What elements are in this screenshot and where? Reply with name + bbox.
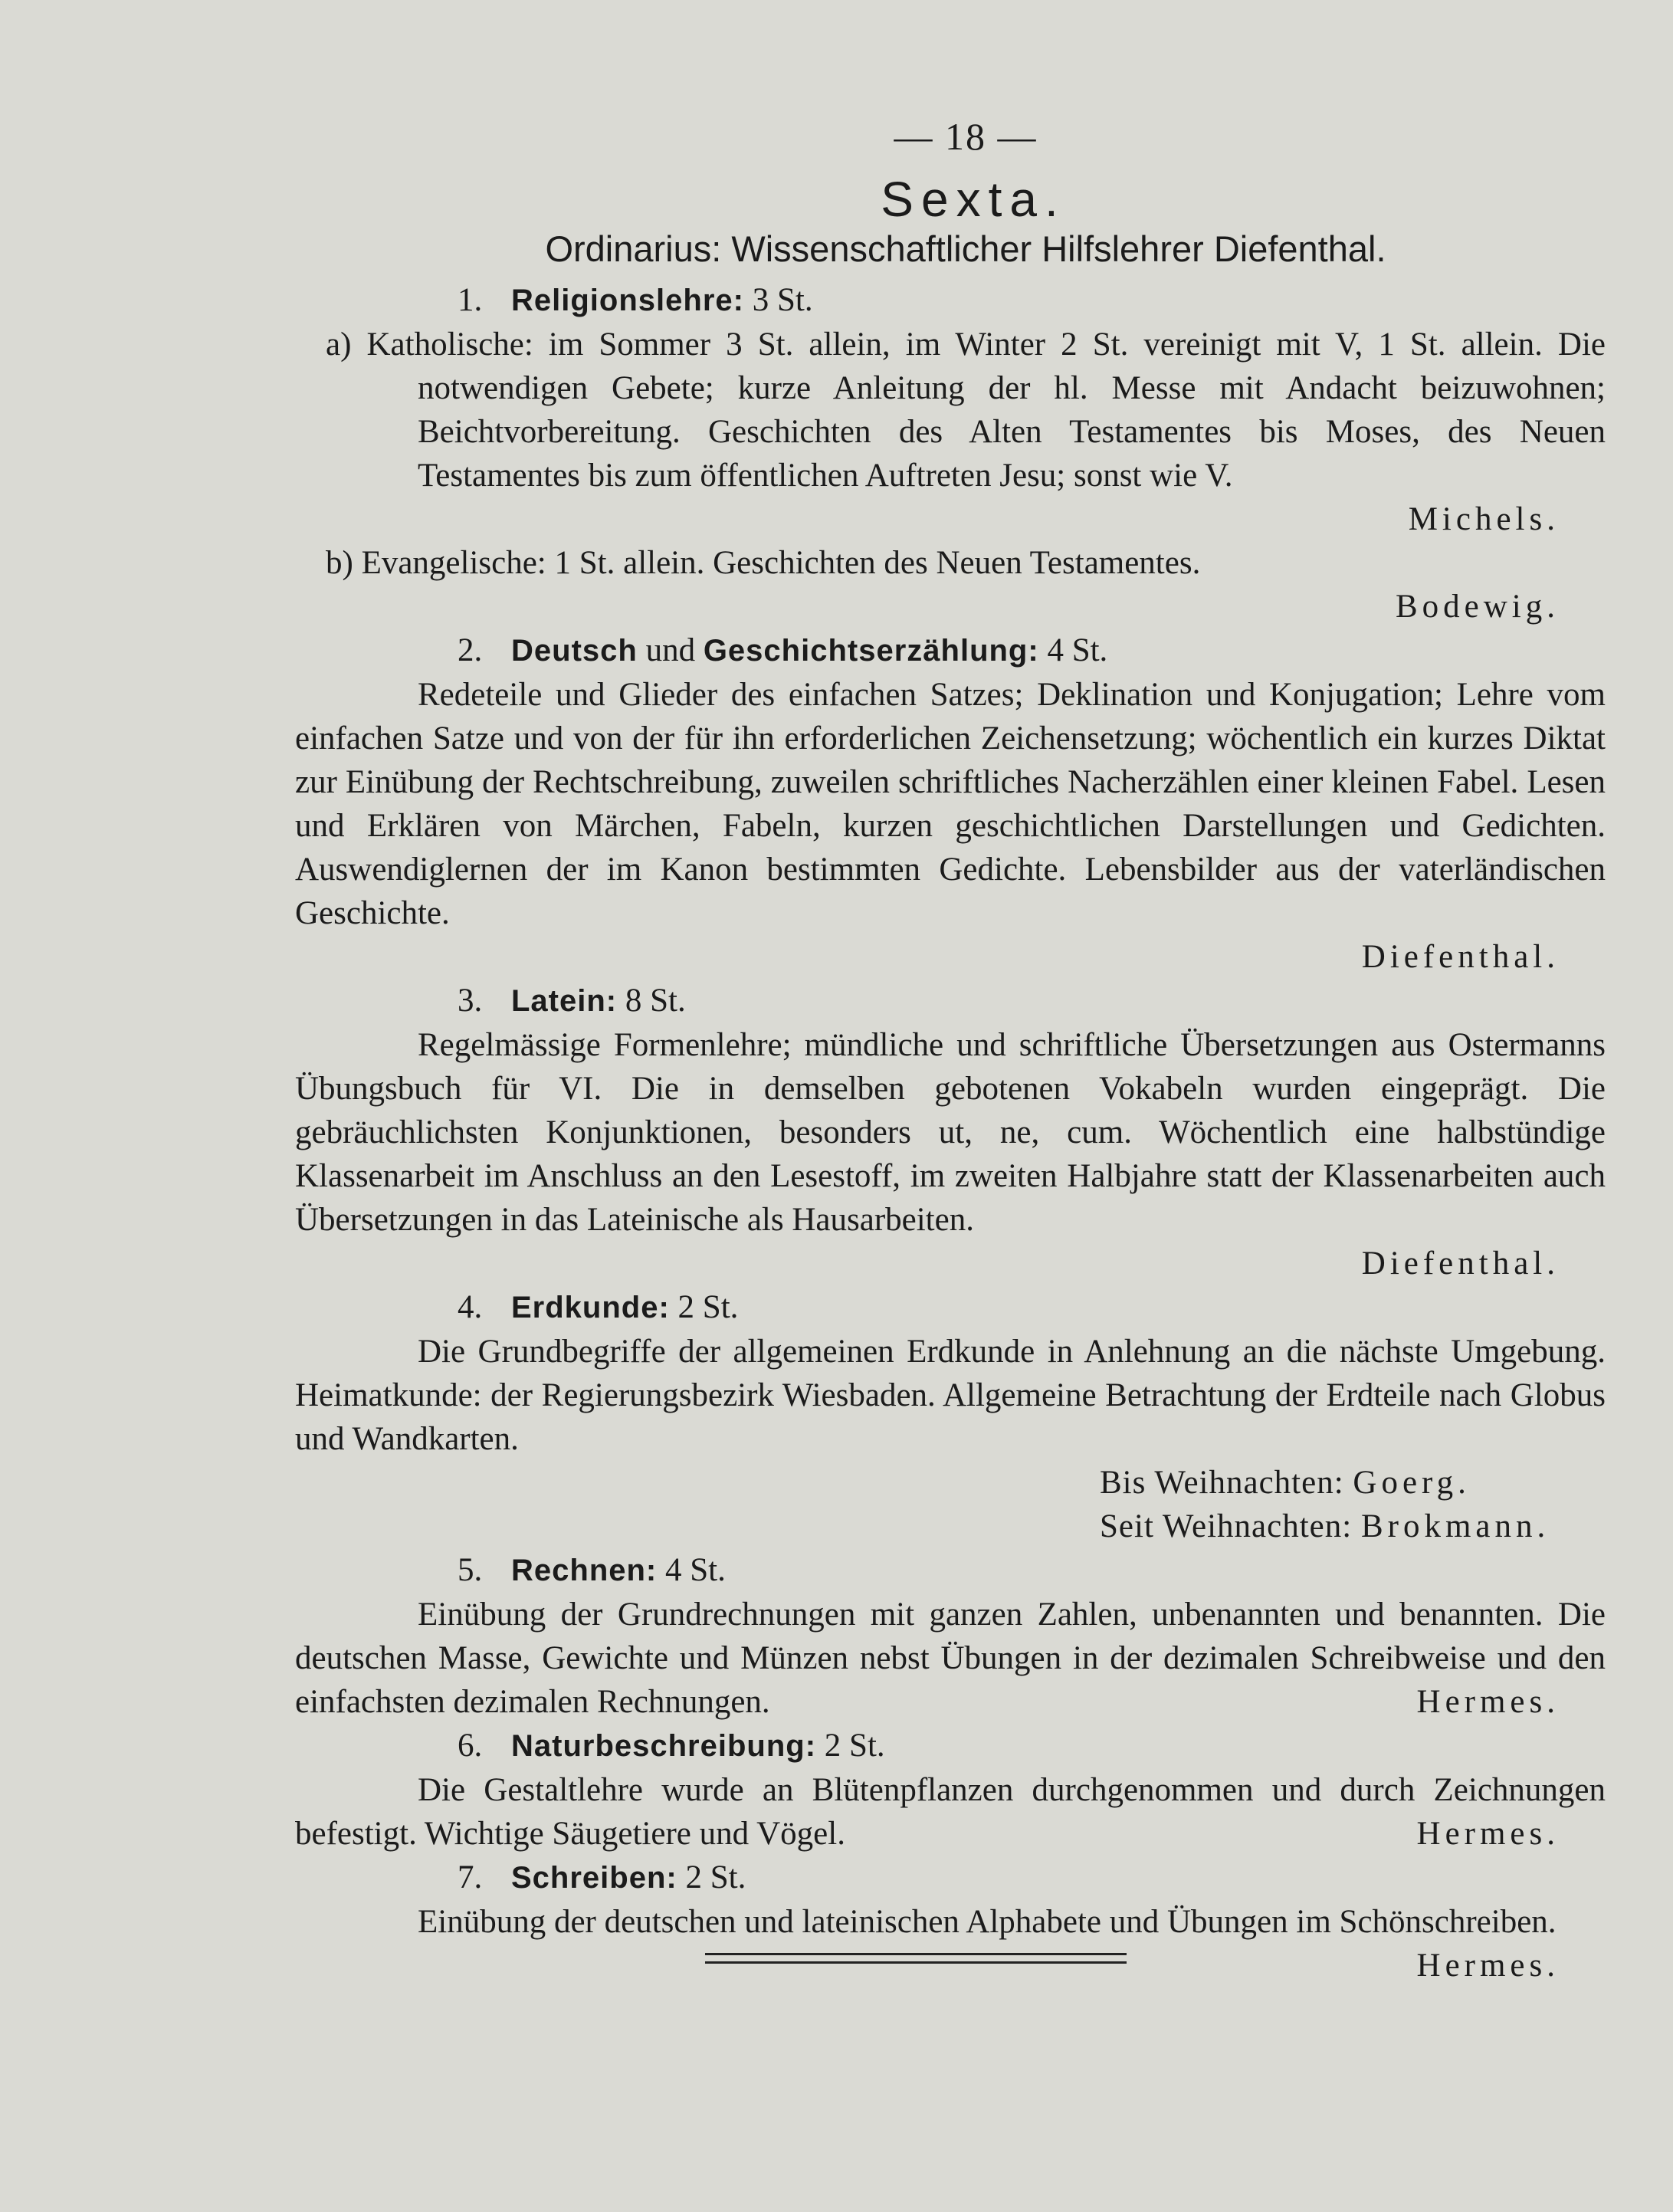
- section-hours: 4 St.: [1047, 632, 1108, 668]
- latein-text: Regelmässige Formenlehre; mündliche und schriftliche Übersetzungen aus Ostermanns Übungsbuch für VI. Die in demselben gebotenen Vokabeln wurden eingeprägt. Die gebräuchlichsten Konjunktionen, besonders ut, ne, cum. Wöchentlich eine halbstündige Klassenarbeit im Anschluss an den Lesestoff, im zweiten Halbjahre statt der Klassenarbeiten auch Übersetzungen in das Lateinische als Hausarbeiten.: [295, 1027, 1606, 1238]
- teacher-name: Brokmann.: [1360, 1508, 1550, 1544]
- teacher-name: Goerg.: [1353, 1465, 1471, 1501]
- section-hours: 2 St.: [824, 1728, 885, 1764]
- erdkunde-text: Die Grundbegriffe der allgemeinen Erdkunde in Anlehnung an die nächste Umgebung. Heimatkunde: der Regierungsbezirk Wiesbaden. Allgemeine Betrachtung der Erdteile nach Globus und Wandkarten.: [295, 1334, 1606, 1457]
- double-rule-divider: [705, 1953, 1127, 1964]
- section-hours: 4 St.: [665, 1552, 726, 1588]
- section-label: Schreiben:: [511, 1861, 677, 1895]
- schreiben-paragraph: [295, 1900, 1606, 1984]
- section-heading-deutsch: [295, 628, 1606, 673]
- section-heading-erdkunde: [295, 1285, 1606, 1330]
- erdkunde-teachers: [295, 1461, 1606, 1548]
- section-label: Erdkunde:: [511, 1291, 670, 1324]
- religion-catholic-text: a) Katholische: im Sommer 3 St. allein, im Winter 2 St. vereinigt mit V, 1 St. allein. Die notwendigen Gebete; kurze Anleitung der hl. Messe mit Andacht beizuwohnen; Beichtvorbereitung. Geschichten des Alten Testamentes bis Moses, des Neuen Testamentes bis zum öffentlichen Auftreten Jesu; sonst wie V.: [326, 327, 1606, 494]
- section-number: 5.: [458, 1552, 483, 1588]
- section-hours: 3 St.: [752, 282, 813, 318]
- page-number: — 18 —: [894, 115, 1038, 158]
- page-content: [295, 115, 1606, 1987]
- natur-paragraph: [295, 1768, 1606, 1856]
- class-title: Sexta.: [881, 172, 1066, 227]
- teacher-name: Diefenthal.: [1361, 939, 1560, 975]
- section-hours: 8 St.: [625, 983, 686, 1019]
- section-hours: 2 St.: [677, 1289, 739, 1325]
- teacher-name: Michels.: [1408, 501, 1560, 537]
- section-heading-religion: [295, 278, 1606, 323]
- teacher-name: Hermes.: [1416, 1684, 1560, 1720]
- teacher-name: Hermes.: [1416, 1948, 1560, 1984]
- deutsch-text: Redeteile und Glieder des einfachen Satzes; Deklination und Konjugation; Lehre vom einfachen Satze und von der für ihn erforderlichen Zeichensetzung; wöchentlich ein kurzes Diktat zur Einübung der Rechtschreibung, zuweilen schriftliches Nacherzählen einer kleinen Fabel. Lesen und Erklären von Märchen, Fabeln, kurzen geschichtlichen Darstellungen und Gedichten. Auswendiglernen der im Kanon bestimmten Gedichte. Lebensbilder aus der vaterländischen Geschichte.: [295, 677, 1606, 931]
- ordinarius-line: Ordinarius: Wissenschaftlicher Hilfslehrer Diefenthal.: [545, 228, 1386, 269]
- religion-evangelical-text: b) Evangelische: 1 St. allein. Geschichten des Neuen Testamentes.: [326, 545, 1201, 581]
- section-label: Rechnen:: [511, 1554, 658, 1587]
- teacher-line-2: [1100, 1505, 1606, 1548]
- section-number: 4.: [458, 1289, 483, 1325]
- teacher-period: Seit Weihnachten:: [1100, 1508, 1353, 1544]
- section-heading-rechnen: [295, 1548, 1606, 1593]
- section-label: Latein:: [511, 984, 618, 1018]
- section-heading-natur: [295, 1724, 1606, 1768]
- schreiben-text: Einübung der deutschen und lateinischen Alphabete und Übungen im Schönschreiben.: [418, 1904, 1557, 1940]
- teacher-name: Bodewig.: [1395, 589, 1560, 625]
- teacher-name: Hermes.: [1416, 1816, 1560, 1852]
- section-number: 2.: [458, 632, 483, 668]
- section-heading-latein: [295, 979, 1606, 1023]
- natur-text: Die Gestaltlehre wurde an Blütenpflanzen durchgenommen und durch Zeichnungen befestigt. Wichtige Säugetiere und Vögel.: [295, 1772, 1606, 1852]
- section-number: 6.: [458, 1728, 483, 1764]
- rechnen-paragraph: [295, 1593, 1606, 1724]
- section-label: Geschichtserzählung:: [703, 634, 1039, 668]
- section-label: Religionslehre:: [511, 284, 744, 317]
- teacher-period: Bis Weihnachten:: [1100, 1465, 1344, 1501]
- section-heading-schreiben: [295, 1856, 1606, 1900]
- rechnen-text: Einübung der Grundrechnungen mit ganzen Zahlen, unbenannten und benannten. Die deutschen Masse, Gewichte und Münzen nebst Übungen in der dezimalen Schreibweise und den einfachsten dezimalen Rechnungen.: [295, 1597, 1606, 1720]
- teacher-name: Diefenthal.: [1361, 1245, 1560, 1282]
- section-label: Naturbeschreibung:: [511, 1729, 817, 1763]
- section-number: 1.: [458, 282, 483, 318]
- section-number: 7.: [458, 1859, 483, 1895]
- section-number: 3.: [458, 983, 483, 1019]
- teacher-line-1: [1100, 1461, 1606, 1505]
- section-connector: und: [645, 632, 696, 668]
- section-label: Deutsch: [511, 634, 638, 668]
- section-hours: 2 St.: [685, 1859, 746, 1895]
